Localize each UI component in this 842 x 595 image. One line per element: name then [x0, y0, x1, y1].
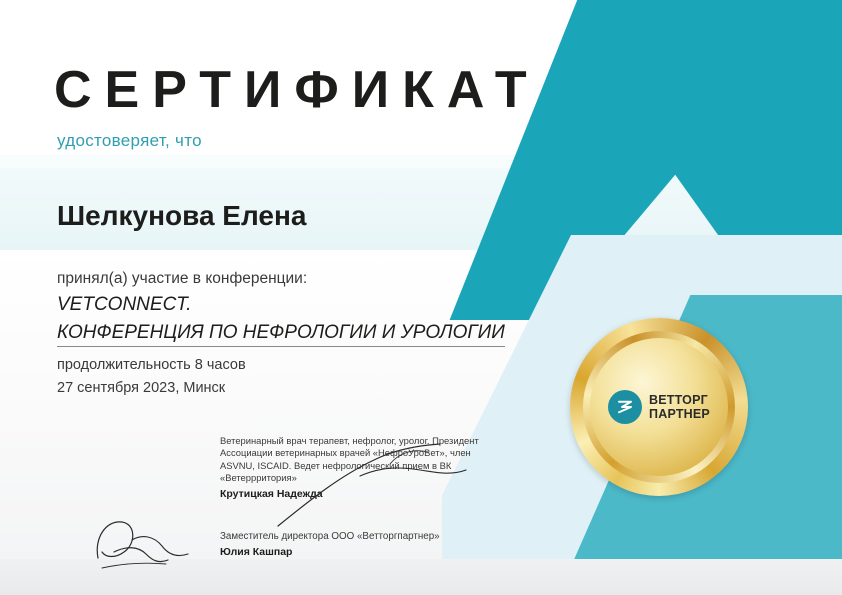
vettorg-logo-icon: [608, 390, 642, 424]
gold-seal-badge: [570, 318, 748, 496]
signature-block-secondary: [220, 531, 500, 558]
seal-text-line-1: ВЕТТОРГ: [649, 393, 708, 407]
event-duration: продолжительность 8 часов: [57, 357, 246, 373]
signatory-name: Крутицкая Надежда: [220, 487, 323, 500]
seal-face: [590, 338, 728, 476]
participation-text: принял(а) участие в конференции:: [57, 270, 308, 287]
signatory-name-secondary: Юлия Кашпар: [220, 546, 293, 558]
event-title-line-1: VETCONNECT.: [57, 294, 192, 315]
event-date-place: 27 сентября 2023, Минск: [57, 380, 226, 396]
signatory-role: Заместитель директора ООО «Ветторгпартнер»: [220, 531, 440, 542]
signatory-description: Ветеринарный врач терапевт, нефролог, уролог. Президент Ассоциации ветеринарных врачей «НефроУроВет», член ASVNU, ISCAID. Ведет нефрологический прием в ВК «Ветеррритория»: [220, 435, 479, 484]
recipient-name: Шелкунова Елена: [57, 200, 307, 231]
certificate-title: СЕРТИФИКАТ: [54, 61, 540, 119]
handwritten-signature-secondary-icon: [88, 512, 198, 582]
seal-text: [649, 393, 710, 421]
signature-block-primary: [220, 435, 480, 500]
seal-text-line-2: ПАРТНЕР: [649, 407, 710, 421]
certificate-subtitle: удостоверяет, что: [57, 131, 202, 150]
event-title-line-2: КОНФЕРЕНЦИЯ ПО НЕФРОЛОГИИ И УРОЛОГИИ: [57, 322, 505, 347]
